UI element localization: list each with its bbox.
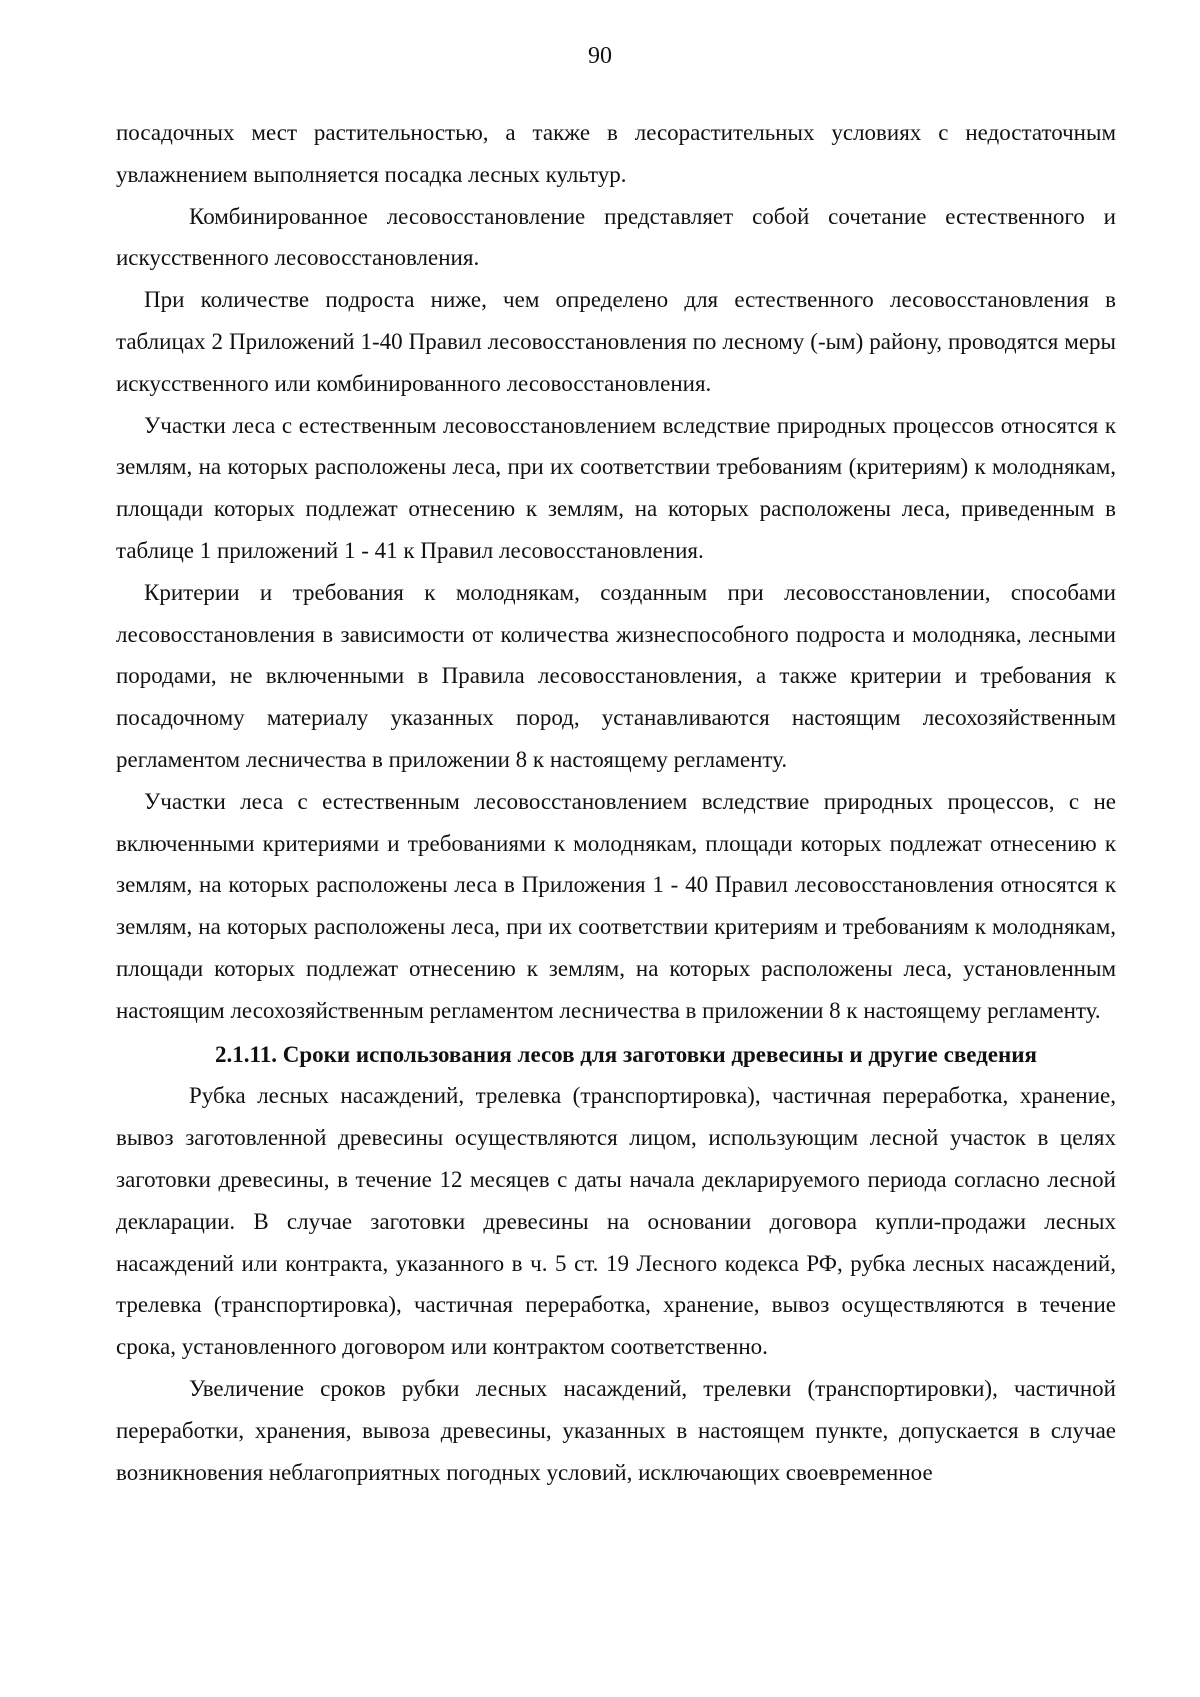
section-heading: 2.1.11. Сроки использования лесов для заготовки древесины и другие сведения (215, 1041, 1037, 1067)
paragraph-felling-terms: Рубка лесных насаждений, трелевка (транспортировка), частичная переработка, хранение, вывоз заготовленной древесины осуществляются лицом, использующим лесной участок в целях заготовки древесины, в течение 12 месяцев с даты начала декларируемого периода согласно лесной декларации. В случае заготовки древесины на основании договора купли-продажи лесных насаждений или контракта, указанного в ч. 5 ст. 19 Лесного кодекса РФ, рубка лесных насаждений, трелевка (транспортировка), частичная переработка, хранение, вывоз осуществляются в течение срока, установленного договором или контрактом соответственно. (116, 1083, 1116, 1360)
paragraph-criteria-requirements: Критерии и требования к молоднякам, созданным при лесовосстановлении, способами лесовосстановления в зависимости от количества жизнеспособного подроста и молодняка, лесными породами, не включенными в Правила лесовосстановления, а также критерии и требования к посадочному материалу указанных пород, устанавливаются настоящим лесохозяйственным регламентом лесничества в приложении 8 к настоящему регламенту. (116, 579, 1116, 772)
paragraph-continuation: посадочных мест растительностью, а также в лесорастительных условиях с недостаточным увлажнением выполняется посадка лесных культур. (116, 120, 1116, 187)
paragraph-non-included-criteria: Участки леса с естественным лесовосстановлением вследствие природных процессов, с не включенными критериями и требованиями к молоднякам, площади которых подлежат отнесению к землям, на которых расположены леса в Приложения 1 - 40 Правил лесовосстановления относятся к землям, на которых расположены леса, при их соответствии критериям и требованиям к молоднякам, площади которых подлежат отнесению к землям, на которых расположены леса, установленным настоящим лесохозяйственным регламентом лесничества в приложении 8 к настоящему регламенту. (116, 788, 1116, 1023)
document-body (116, 112, 1116, 1493)
paragraph-term-extension: Увеличение сроков рубки лесных насаждений, трелевки (транспортировки), частичной переработки, хранения, вывоза древесины, указанных в настоящем пункте, допускается в случае возникновения неблагоприятных погодных условий, исключающих своевременное (116, 1375, 1116, 1485)
paragraph-combined-reforestation: Комбинированное лесовосстановление представляет собой сочетание естественного и искусственного лесовосстановления. (116, 203, 1116, 271)
paragraph-undergrowth-quantity: При количестве подроста ниже, чем определено для естественного лесовосстановления в таблицах 2 Приложений 1-40 Правил лесовосстановления по лесному (-ым) району, проводятся меры искусственного или комбинированного лесовосстановления. (116, 287, 1116, 396)
paragraph-natural-reforestation-plots: Участки леса с естественным лесовосстановлением вследствие природных процессов относятся к землям, на которых расположены леса, при их соответствии требованиям (критериям) к молоднякам, площади которых подлежат отнесению к землям, на которых расположены леса, приведенным в таблице 1 приложений 1 - 41 к Правил лесовосстановления. (116, 412, 1116, 563)
page-number: 90 (588, 43, 612, 69)
